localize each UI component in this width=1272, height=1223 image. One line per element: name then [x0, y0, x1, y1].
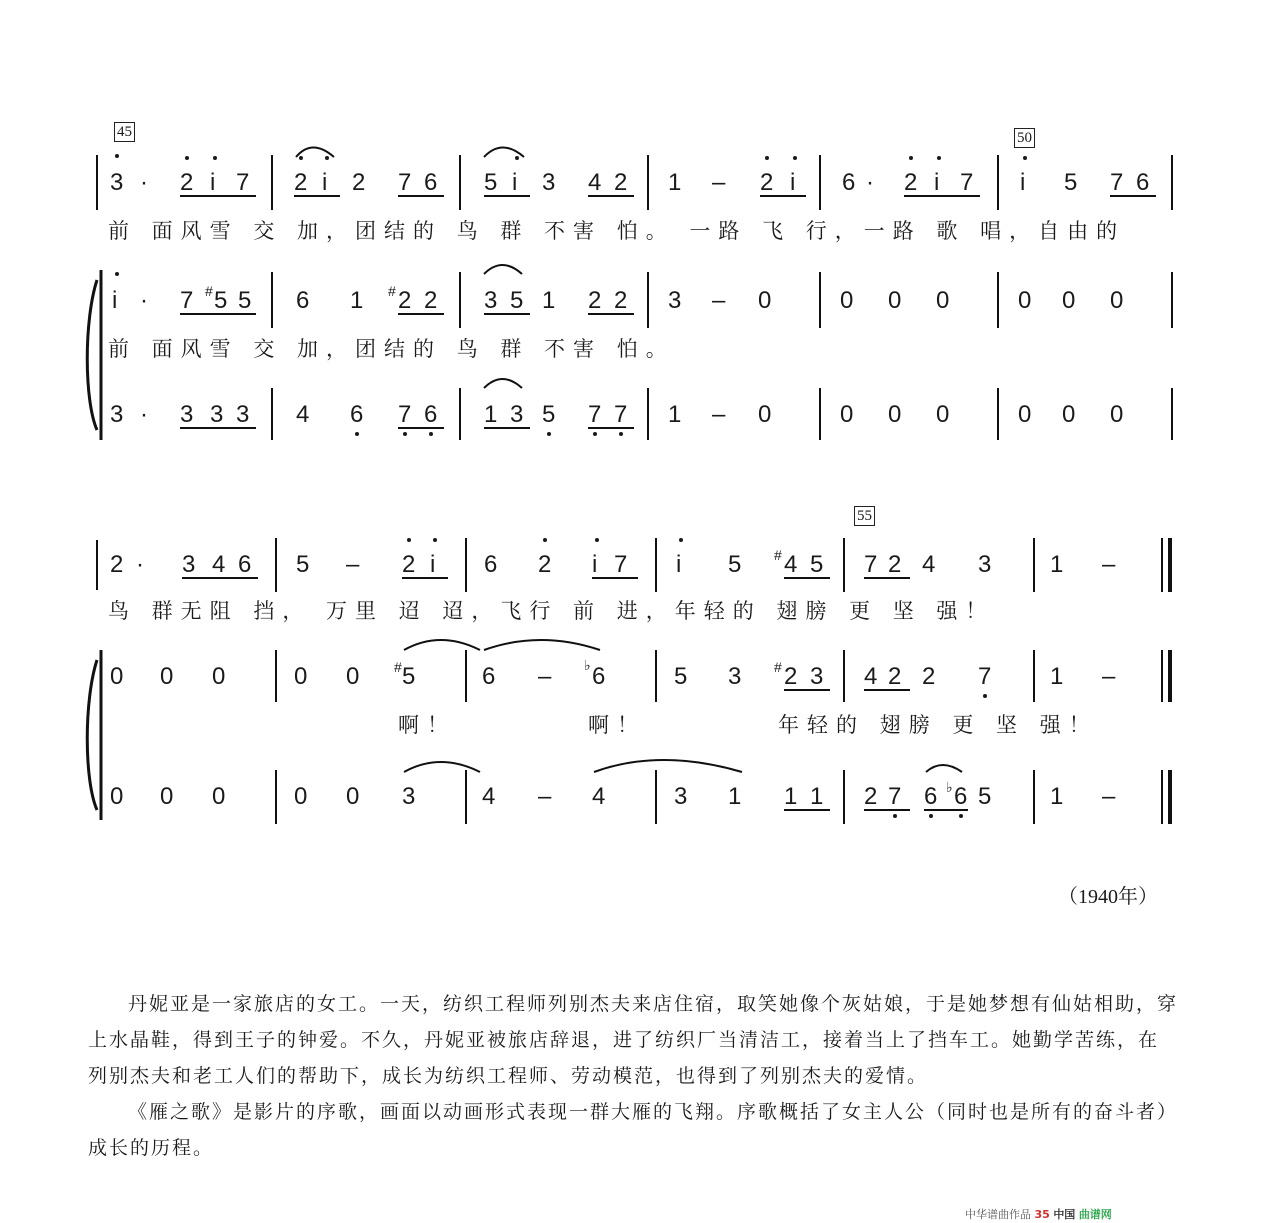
svg-text:–: –	[538, 663, 552, 690]
svg-text:i: i	[592, 551, 598, 578]
svg-text:6: 6	[238, 551, 252, 578]
svg-text:3: 3	[728, 663, 742, 690]
svg-text:2: 2	[864, 783, 878, 810]
svg-text:·: ·	[140, 401, 148, 428]
svg-text:0: 0	[936, 287, 950, 314]
svg-text:·: ·	[866, 169, 874, 196]
svg-text:5: 5	[1064, 169, 1078, 196]
lyric-line-2-alto-a: 啊！	[398, 713, 456, 737]
svg-text:0: 0	[1062, 401, 1076, 428]
staff-1-soprano	[110, 148, 1156, 197]
watermark-footer	[965, 1206, 1112, 1222]
svg-text:0: 0	[346, 783, 360, 810]
svg-text:i: i	[210, 169, 216, 196]
svg-text:–: –	[712, 287, 726, 314]
svg-text:6: 6	[484, 551, 498, 578]
svg-text:i: i	[430, 551, 436, 578]
svg-text:5: 5	[674, 663, 688, 690]
svg-text:5: 5	[214, 287, 228, 314]
svg-text:3: 3	[542, 169, 556, 196]
svg-text:2: 2	[588, 287, 602, 314]
svg-text:3: 3	[402, 783, 416, 810]
lyric-line-2-alto-b: 啊！	[588, 713, 646, 737]
svg-text:i: i	[112, 287, 118, 314]
system-1	[87, 148, 1172, 441]
staff-5-alto	[110, 640, 1116, 698]
svg-text:6: 6	[1136, 169, 1150, 196]
svg-text:–: –	[712, 401, 726, 428]
svg-text:–: –	[1102, 663, 1116, 690]
svg-text:4: 4	[482, 783, 496, 810]
footer-brand: 中国	[1053, 1208, 1076, 1221]
svg-text:7: 7	[398, 401, 412, 428]
svg-text:6: 6	[296, 287, 310, 314]
svg-text:7: 7	[614, 551, 628, 578]
svg-text:0: 0	[1062, 287, 1076, 314]
svg-text:7: 7	[864, 551, 878, 578]
svg-text:·: ·	[140, 169, 148, 196]
svg-text:#: #	[774, 659, 782, 675]
svg-text:7: 7	[588, 401, 602, 428]
svg-text:3: 3	[484, 287, 498, 314]
svg-text:2: 2	[904, 169, 918, 196]
svg-text:0: 0	[1018, 287, 1032, 314]
notes-paragraph-1: 丹妮亚是一家旅店的女工。一天，纺织工程师列别杰夫来店住宿，取笑她像个灰姑娘，于是她梦想有仙姑相助，穿上水晶鞋，得到王子的钟爱。不久，丹妮亚被旅店辞退，进了纺织厂当清洁工，接着当上了挡车工。她勤学苦练，在列别杰夫和老工人们的帮助下，成长为纺织工程师、劳动模范，也得到了列别杰夫的爱情。	[88, 993, 1179, 1087]
svg-text:·: ·	[136, 551, 144, 578]
svg-text:0: 0	[110, 663, 124, 690]
svg-text:1: 1	[350, 287, 364, 314]
svg-text:♭: ♭	[946, 779, 953, 795]
svg-text:4: 4	[588, 169, 602, 196]
svg-text:7: 7	[398, 169, 412, 196]
svg-text:4: 4	[864, 663, 878, 690]
svg-text:3: 3	[110, 401, 124, 428]
staff-3-bass	[110, 379, 1123, 436]
lyric-line-2-alto-c: 年轻的 翅膀 更 坚 强！	[778, 713, 1098, 737]
svg-text:6: 6	[842, 169, 856, 196]
svg-text:0: 0	[840, 401, 854, 428]
svg-text:4: 4	[592, 783, 606, 810]
svg-text:i: i	[934, 169, 940, 196]
svg-text:–: –	[538, 783, 552, 810]
svg-text:5: 5	[810, 551, 824, 578]
svg-text:2: 2	[352, 169, 366, 196]
svg-text:–: –	[1102, 783, 1116, 810]
svg-text:6: 6	[424, 401, 438, 428]
svg-text:3: 3	[510, 401, 524, 428]
svg-text:3: 3	[978, 551, 992, 578]
svg-text:2: 2	[888, 663, 902, 690]
svg-text:7: 7	[960, 169, 974, 196]
svg-text:0: 0	[758, 401, 772, 428]
svg-text:0: 0	[840, 287, 854, 314]
svg-text:0: 0	[888, 401, 902, 428]
svg-text:i: i	[322, 169, 328, 196]
svg-text:0: 0	[212, 783, 226, 810]
footer-prefix: 中华谱曲作品	[965, 1208, 1031, 1221]
svg-text:#: #	[394, 659, 402, 675]
svg-text:1: 1	[1050, 663, 1064, 690]
svg-text:3: 3	[236, 401, 250, 428]
notes-paragraph-2: 《雁之歌》是影片的序歌，画面以动画形式表现一群大雁的飞翔。序歌概括了女主人公（同时也是所有的奋斗者）成长的历程。	[88, 1101, 1179, 1159]
svg-text:6: 6	[592, 663, 606, 690]
svg-text:5: 5	[402, 663, 416, 690]
svg-text:7: 7	[978, 663, 992, 690]
svg-text:1: 1	[784, 783, 798, 810]
svg-text:5: 5	[978, 783, 992, 810]
svg-text:0: 0	[1110, 401, 1124, 428]
svg-text:2: 2	[424, 287, 438, 314]
svg-text:1: 1	[1050, 551, 1064, 578]
svg-text:–: –	[346, 551, 360, 578]
svg-text:5: 5	[542, 401, 556, 428]
svg-text:3: 3	[674, 783, 688, 810]
svg-text:7: 7	[1110, 169, 1124, 196]
footer-site: 曲谱网	[1078, 1208, 1112, 1221]
svg-text:0: 0	[888, 287, 902, 314]
svg-text:5: 5	[728, 551, 742, 578]
svg-text:1: 1	[668, 169, 682, 196]
system-2	[87, 538, 1170, 824]
svg-text:1: 1	[668, 401, 682, 428]
svg-text:2: 2	[784, 663, 798, 690]
svg-text:2: 2	[922, 663, 936, 690]
staff-4-soprano	[110, 538, 1116, 578]
svg-text:0: 0	[1110, 287, 1124, 314]
svg-text:0: 0	[1018, 401, 1032, 428]
svg-text:2: 2	[398, 287, 412, 314]
svg-text:2: 2	[614, 287, 628, 314]
svg-text:4: 4	[922, 551, 936, 578]
svg-text:2: 2	[180, 169, 194, 196]
svg-text:♭: ♭	[584, 657, 591, 673]
svg-text:3: 3	[210, 401, 224, 428]
svg-text:1: 1	[542, 287, 556, 314]
svg-text:–: –	[712, 169, 726, 196]
svg-text:1: 1	[1050, 783, 1064, 810]
svg-text:3: 3	[182, 551, 196, 578]
svg-text:6: 6	[350, 401, 364, 428]
svg-text:0: 0	[936, 401, 950, 428]
svg-text:6: 6	[424, 169, 438, 196]
svg-text:2: 2	[614, 169, 628, 196]
svg-text:1: 1	[728, 783, 742, 810]
svg-text:·: ·	[140, 287, 148, 314]
svg-text:5: 5	[296, 551, 310, 578]
svg-text:7: 7	[236, 169, 250, 196]
svg-text:5: 5	[510, 287, 524, 314]
svg-text:4: 4	[296, 401, 310, 428]
svg-text:0: 0	[110, 783, 124, 810]
svg-text:i: i	[676, 551, 682, 578]
svg-text:6: 6	[954, 783, 968, 810]
svg-text:7: 7	[888, 783, 902, 810]
lyric-line-2-soprano: 鸟 群无阻 挡， 万里 迢 迢，飞行 前 进，年轻的 翅膀 更 坚 强！	[108, 599, 995, 623]
svg-text:1: 1	[810, 783, 824, 810]
svg-text:3: 3	[110, 169, 124, 196]
svg-text:0: 0	[346, 663, 360, 690]
svg-text:3: 3	[180, 401, 194, 428]
svg-text:2: 2	[888, 551, 902, 578]
measure-number-55: 55	[854, 506, 875, 526]
svg-text:0: 0	[294, 783, 308, 810]
staff-2-alto	[112, 265, 1123, 314]
svg-text:4: 4	[784, 551, 798, 578]
svg-text:2: 2	[538, 551, 552, 578]
svg-text:2: 2	[110, 551, 124, 578]
svg-text:2: 2	[760, 169, 774, 196]
svg-text:2: 2	[402, 551, 416, 578]
svg-text:#: #	[774, 547, 782, 563]
svg-text:i: i	[512, 169, 518, 196]
svg-text:6: 6	[482, 663, 496, 690]
svg-text:i: i	[790, 169, 796, 196]
staff-6-bass	[110, 760, 1116, 818]
svg-text:2: 2	[294, 169, 308, 196]
svg-text:#: #	[205, 283, 213, 299]
svg-text:7: 7	[180, 287, 194, 314]
svg-text:0: 0	[160, 663, 174, 690]
lyric-line-1-soprano: 前 面风雪 交 加，团结的 鸟 群 不害 怕。 一路 飞 行，一路 歌 唱，自由的	[108, 219, 1126, 243]
measure-number-45: 45	[114, 122, 135, 142]
svg-text:0: 0	[160, 783, 174, 810]
lyric-line-1-alto: 前 面风雪 交 加，团结的 鸟 群 不害 怕。	[108, 337, 675, 361]
svg-text:6: 6	[924, 783, 938, 810]
svg-text:0: 0	[294, 663, 308, 690]
footer-badge: 35	[1034, 1208, 1050, 1221]
measure-number-50: 50	[1014, 128, 1035, 148]
svg-text:0: 0	[758, 287, 772, 314]
svg-text:#: #	[388, 283, 396, 299]
svg-text:5: 5	[484, 169, 498, 196]
svg-text:–: –	[1102, 551, 1116, 578]
svg-text:3: 3	[668, 287, 682, 314]
program-notes	[88, 986, 1178, 1166]
svg-text:1: 1	[484, 401, 498, 428]
svg-text:5: 5	[238, 287, 252, 314]
svg-text:i: i	[1020, 169, 1026, 196]
svg-text:3: 3	[810, 663, 824, 690]
svg-text:4: 4	[212, 551, 226, 578]
composition-year: （1940年）	[1058, 886, 1158, 908]
svg-text:0: 0	[212, 663, 226, 690]
svg-text:7: 7	[614, 401, 628, 428]
